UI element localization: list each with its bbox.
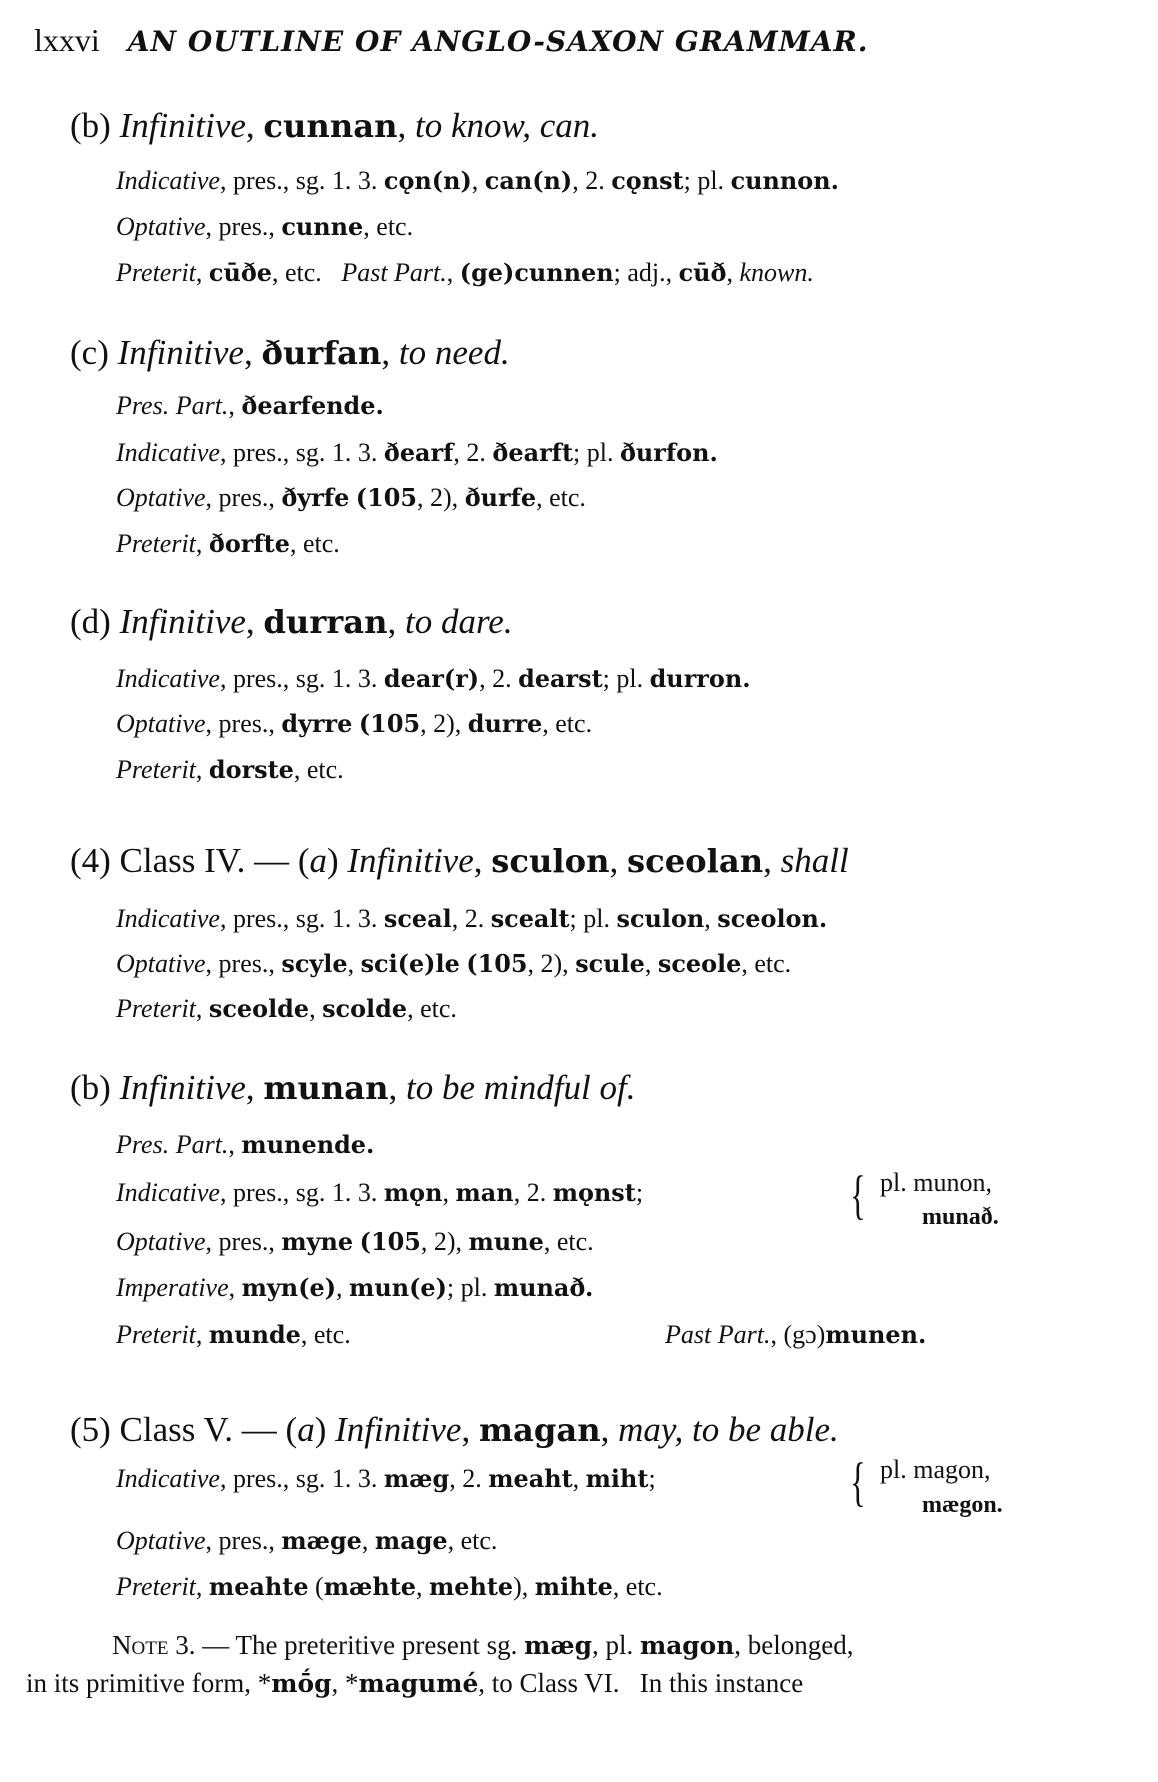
old-english-form: ðurfon. (619, 439, 718, 467)
paradigm-line (116, 485, 586, 511)
text: , (381, 333, 399, 372)
old-english-form: munað. (493, 1274, 594, 1302)
text: , 2), (420, 709, 468, 738)
note-line (26, 1670, 803, 1697)
old-english-form: durre (467, 710, 543, 738)
italic-label: Infinitive (117, 333, 244, 372)
old-english-form: myne (281, 1228, 354, 1256)
italic-label: Optative (116, 949, 206, 978)
old-english-form: cūðe (208, 259, 272, 287)
text: , etc. (741, 949, 792, 978)
text: , 2), (527, 949, 576, 978)
page-number: lxxvi (34, 22, 100, 58)
old-english-form: mage (374, 1527, 448, 1555)
italic-label: to know, can. (414, 106, 600, 145)
text: , pres., (205, 212, 282, 241)
old-english-form: man (455, 1179, 514, 1207)
text: , 2. (513, 1178, 553, 1207)
text: , (473, 841, 492, 880)
text: , (228, 1273, 242, 1302)
text: (b) (70, 1068, 120, 1107)
old-english-form: magon (639, 1631, 735, 1660)
italic-label: Imperative (116, 1273, 229, 1302)
text: , (415, 1572, 429, 1601)
text: , (195, 529, 209, 558)
old-english-form: mihte (534, 1573, 613, 1601)
old-english-form: mǫn (383, 1179, 443, 1207)
paradigm-line (116, 906, 827, 932)
text: , pres., (205, 1227, 282, 1256)
paradigm-line (116, 757, 344, 783)
old-english-form: scolde (322, 995, 408, 1023)
italic-label: a (309, 841, 327, 880)
old-english-form: dorste (208, 756, 294, 784)
old-english-form: (105 (466, 950, 528, 978)
old-english-form: cǫn(n) (383, 167, 472, 195)
italic-label: Indicative (116, 904, 220, 933)
paradigm-line (116, 951, 791, 977)
section-heading (70, 335, 510, 370)
italic-label: Preterit (116, 1572, 196, 1601)
old-english-form: cūð (678, 259, 727, 287)
italic-label: to dare. (405, 602, 513, 641)
paradigm-line (116, 1180, 643, 1206)
italic-label: Infinitive (335, 1410, 462, 1449)
text: , (388, 1068, 407, 1107)
text: , (361, 1526, 375, 1555)
old-english-form: scealt (490, 905, 570, 933)
italic-label: to be mindful of. (406, 1068, 636, 1107)
old-english-form: (ge)cunnen (459, 259, 614, 287)
paradigm-line (665, 1322, 926, 1348)
old-english-form: durran (263, 603, 388, 641)
old-english-form: meaht (488, 1465, 573, 1493)
text: , (442, 1178, 456, 1207)
old-english-form: dyrre (281, 710, 353, 738)
italic-label: shall (780, 841, 849, 880)
text: (5) Class V. — ( (70, 1410, 298, 1449)
text: , (387, 602, 406, 641)
plural-alternative-4: mægon. (922, 1492, 1003, 1518)
old-english-form: ðearft (492, 439, 573, 467)
paradigm-line (116, 260, 814, 286)
text: , (600, 1410, 619, 1449)
italic-label: Indicative (116, 438, 220, 467)
text: , (245, 106, 264, 145)
text: in its primitive form, * (26, 1668, 272, 1698)
italic-label: Preterit (116, 755, 196, 784)
paradigm-line (116, 666, 751, 692)
section-heading (70, 108, 599, 143)
old-english-form: mṓg (271, 1669, 332, 1698)
italic-label: Infinitive (347, 841, 474, 880)
text: , pres., sg. 1. 3. (219, 1178, 384, 1207)
old-english-form: can(n) (484, 167, 573, 195)
text: , (228, 391, 242, 420)
text: , etc. (612, 1572, 663, 1601)
old-english-form: scyle (281, 950, 348, 978)
note-line (112, 1632, 854, 1659)
old-english-form: munan (263, 1069, 389, 1107)
italic-label: Optative (116, 483, 206, 512)
paradigm-line (116, 1528, 497, 1554)
text: ; pl. (683, 166, 731, 195)
text: , (243, 333, 262, 372)
old-english-form: (105 (355, 484, 418, 512)
old-english-form: munende. (241, 1131, 375, 1159)
italic-label: Infinitive (119, 106, 246, 145)
text: (b) (70, 106, 120, 145)
text: , pres., sg. 1. 3. (219, 664, 384, 693)
brace: { (850, 1452, 866, 1512)
text: , (228, 1130, 242, 1159)
text: , (195, 1572, 209, 1601)
old-english-form: mǫnst (552, 1179, 636, 1207)
text: ; (635, 1178, 644, 1207)
old-english-form: cunne (281, 213, 364, 241)
text: , etc. (407, 994, 457, 1023)
old-english-form: myn(e) (241, 1274, 337, 1302)
text: , (195, 1320, 209, 1349)
text: , etc. (447, 1526, 498, 1555)
text: , pres., (205, 1526, 282, 1555)
old-english-form: meahte (208, 1573, 309, 1601)
old-english-form: sceole (657, 950, 742, 978)
text: , (195, 994, 209, 1023)
old-english-form: scule (575, 950, 645, 978)
old-english-form: munde (208, 1321, 301, 1349)
paradigm-line (116, 440, 718, 466)
old-english-form: sceolde (208, 995, 310, 1023)
text: , (245, 602, 264, 641)
text: , 2. (479, 664, 519, 693)
old-english-form: durron. (649, 665, 751, 693)
section-heading (70, 1070, 635, 1105)
italic-label: Optative (116, 1227, 206, 1256)
italic-label: Pres. Part. (116, 1130, 229, 1159)
italic-label: Preterit (116, 994, 196, 1023)
text: , (704, 904, 718, 933)
italic-label: Indicative (116, 1464, 220, 1493)
text: , etc. (293, 755, 344, 784)
text: ; pl. (569, 904, 617, 933)
text: ), (513, 1572, 535, 1601)
text: , (471, 166, 485, 195)
plural-alternative-2: munað. (922, 1204, 999, 1230)
italic-label: Pres. Part. (116, 391, 229, 420)
text: ) (314, 1410, 336, 1449)
old-english-form: mæge (281, 1527, 362, 1555)
paradigm-line (116, 711, 592, 737)
paradigm-line (116, 996, 457, 1022)
old-english-form: mune (468, 1228, 544, 1256)
italic-label: may, to be able. (618, 1410, 839, 1449)
text: ( (308, 1572, 324, 1601)
text: , (gɔ) (770, 1320, 826, 1349)
old-english-form: munen. (825, 1321, 927, 1349)
text: , pres., sg. 1. 3. (219, 438, 384, 467)
old-english-form: sculon (616, 905, 705, 933)
text: , pres., sg. 1. 3. (219, 1464, 384, 1493)
text: , etc. (363, 212, 414, 241)
italic-label: Preterit (116, 529, 196, 558)
text: , pres., (205, 709, 282, 738)
paradigm-line (116, 1322, 351, 1348)
italic-label: Indicative (116, 1178, 220, 1207)
text: , (347, 949, 361, 978)
italic-label: Indicative (116, 166, 220, 195)
old-english-form: cunnan (263, 107, 398, 145)
italic-label: to need. (398, 333, 510, 372)
old-english-form: ðorfte (208, 530, 290, 558)
text: , belonged, (734, 1630, 854, 1660)
text: , (195, 258, 209, 287)
italic-label: Optative (116, 709, 206, 738)
text: , 2), (420, 1227, 469, 1256)
text: , (644, 949, 658, 978)
text: , etc. (543, 1227, 594, 1256)
text: , (461, 1410, 479, 1449)
text: , etc. (289, 529, 340, 558)
text: ; pl. (602, 664, 650, 693)
paradigm-line (116, 1574, 663, 1600)
old-english-form: ðurfe (464, 484, 537, 512)
text: (c) (70, 333, 118, 372)
text: (d) (70, 602, 120, 641)
text: , 2. (453, 438, 493, 467)
old-english-form: sculon (491, 842, 610, 880)
italic-label: Infinitive (119, 1068, 246, 1107)
text: , (397, 106, 415, 145)
old-english-form: (105 (358, 710, 421, 738)
text: , (336, 1273, 350, 1302)
text: , (309, 994, 323, 1023)
section-heading (70, 604, 513, 639)
old-english-form: magan (478, 1411, 601, 1449)
old-english-form: sceolan (626, 842, 764, 880)
old-english-form: sceal (383, 905, 452, 933)
italic-label: Preterit (116, 258, 196, 287)
text: , to Class VI. In this instance (478, 1668, 804, 1698)
old-english-form: (105 (359, 1228, 421, 1256)
text: , 2. (572, 166, 612, 195)
paradigm-line (116, 1466, 656, 1492)
text: , etc. (542, 709, 593, 738)
old-english-form: mehte (428, 1573, 514, 1601)
paradigm-line (116, 531, 340, 557)
text: , (572, 1464, 586, 1493)
text: , etc. (536, 483, 586, 512)
text: , pres., (205, 949, 282, 978)
italic-label: Optative (116, 212, 206, 241)
text: , 2. (451, 904, 491, 933)
text: , pres., sg. 1. 3. (219, 166, 384, 195)
running-title: AN OUTLINE OF ANGLO-SAXON GRAMMAR. (127, 25, 869, 58)
text: ; pl. (446, 1273, 494, 1302)
italic-label: Optative (116, 1526, 206, 1555)
section-heading (70, 1412, 839, 1447)
text: , (726, 258, 740, 287)
brace: { (850, 1165, 866, 1225)
text: , (195, 755, 209, 784)
text: , (446, 258, 460, 287)
old-english-form: sceolon. (717, 905, 828, 933)
plural-alternative-1: pl. munon, (880, 1168, 992, 1197)
paradigm-line (116, 214, 413, 240)
old-english-form: ðearfende. (241, 392, 384, 420)
old-english-form: ðyrfe (281, 484, 350, 512)
old-english-form: mæg (524, 1631, 592, 1660)
text: , pres., sg. 1. 3. (219, 904, 384, 933)
paradigm-line (116, 393, 384, 419)
old-english-form: cunnon. (730, 167, 839, 195)
text: (4) Class IV. — ( (70, 841, 310, 880)
text: ; (648, 1464, 656, 1493)
text: 3. — The preteritive present sg. (168, 1630, 525, 1660)
text: , 2), (417, 483, 465, 512)
paradigm-line (116, 1132, 374, 1158)
text: ; adj., (613, 258, 679, 287)
old-english-form: mæhte (323, 1573, 416, 1601)
running-header (34, 24, 868, 57)
old-english-form: sci(e)le (360, 950, 460, 978)
old-english-form: cǫnst (611, 167, 684, 195)
old-english-form: magumé (358, 1669, 479, 1698)
old-english-form: dear(r) (383, 665, 480, 693)
text: , etc. (272, 258, 342, 287)
text: , (763, 841, 781, 880)
italic-label: Infinitive (119, 602, 246, 641)
paradigm-line (116, 1275, 593, 1301)
section-heading (70, 843, 849, 878)
old-english-form: mun(e) (349, 1274, 447, 1302)
text: , pl. (591, 1630, 640, 1660)
text: , (609, 841, 627, 880)
text: , pres., (205, 483, 282, 512)
old-english-form: mæg (383, 1465, 450, 1493)
text: , etc. (300, 1320, 351, 1349)
italic-label: a (297, 1410, 315, 1449)
text: , * (331, 1668, 359, 1698)
old-english-form: ðearf (383, 439, 454, 467)
text: , 2. (449, 1464, 489, 1493)
old-english-form: dearst (518, 665, 603, 693)
text: , (245, 1068, 264, 1107)
italic-label: known. (739, 258, 814, 287)
text: ; pl. (573, 438, 620, 467)
paradigm-line (116, 168, 839, 194)
old-english-form: ðurfan (261, 334, 382, 372)
old-english-form: miht (585, 1465, 649, 1493)
italic-label: Indicative (116, 664, 220, 693)
plural-alternative-3: pl. magon, (880, 1455, 991, 1484)
text: ) (326, 841, 348, 880)
paradigm-line (116, 1229, 594, 1255)
italic-label: Past Part. (665, 1320, 771, 1349)
italic-label: Preterit (116, 1320, 196, 1349)
italic-label: Past Part. (341, 258, 447, 287)
text: Note (112, 1630, 169, 1660)
